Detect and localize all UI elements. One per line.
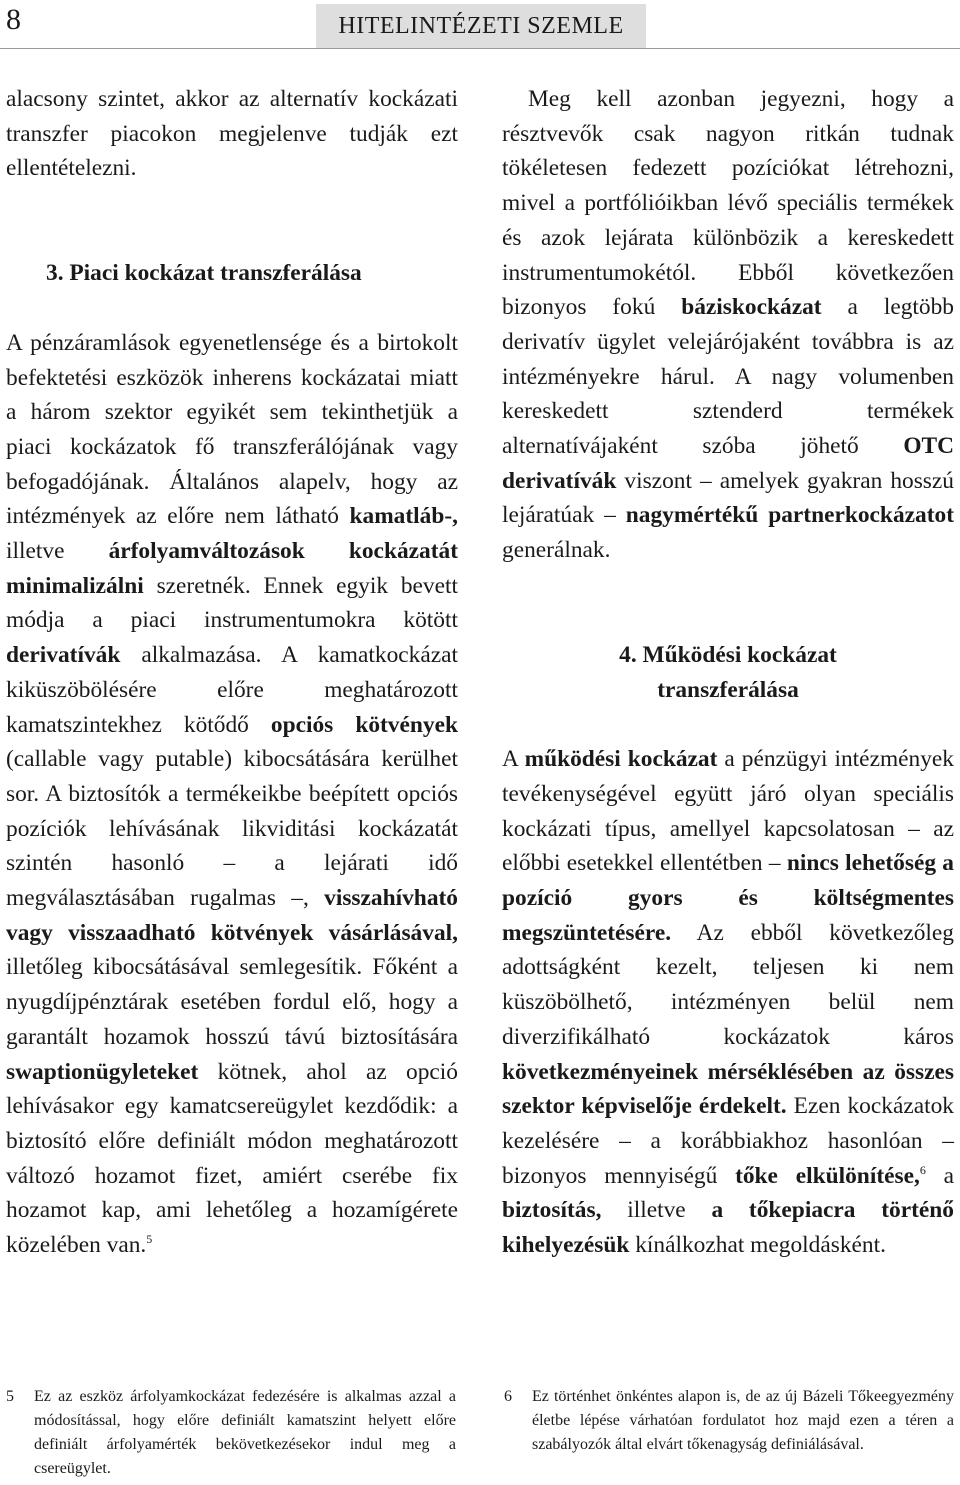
page-number: 8	[6, 3, 21, 36]
left-column	[6, 82, 458, 1263]
paragraph-basis-risk: Meg kell azonban jegyezni, hogy a résztvevők csak nagyon ritkán tudnak tökéletesen fedezett pozíciókat létrehozni, mivel a portfólióikban lévő speciális termékek és azok lejárata különbözik a kereskedett instrumentumokétól. Ebből következően bizonyos fokú báziskockázat a legtöbb derivatív ügylet velejárójaként továbbra is az intézményekre hárul. A nagy volumenben kereskedett sztenderd termékek alternatívájaként szóba jöhető OTC derivatívák viszont – amelyek gyakran hosszú lejáratúak – nagymértékű partnerkockázatot generálnak.	[502, 86, 954, 564]
footnote-6	[504, 1385, 954, 1457]
footnote-5	[6, 1385, 456, 1481]
section-4-title: 4. Működési kockázat transzferálása	[619, 641, 837, 703]
footnote-ref-5: 5	[146, 1232, 153, 1247]
journal-title: HITELINTÉZETI SZEMLE	[338, 12, 624, 39]
footnote-number: 5	[6, 1388, 14, 1405]
header-rule	[0, 48, 960, 49]
paragraph-continued: alacsony szintet, akkor az alternatív kockázati transzfer piacokon megjelenve tudják ezt ellentételezni.	[6, 86, 458, 182]
paragraph-market-risk: A pénzáramlások egyenetlensége és a birtokolt befektetési eszközök inherens kockázatai miatt a három szektor egyikét sem tekinthetjük a piaci kockázatok fő transzferálójának vagy befogadójának. Általános alapelv, hogy az intézmények az előre nem látható kamatláb-, illetve árfolyamváltozások kockázatát minimalizálni szeretnék. Ennek egyik bevett módja a piaci instrumentumokra kötött derivatívák alkalmazása. A kamatkockázat kiküszöbölésére előre meghatározott kamatszintekhez kötődő opciós kötvények (callable vagy putable) kibocsátására kerülhet sor. A biztosítók a termékeikbe beépített opciós pozíciók lehívásának likviditási kockázatát szintén hasonló – a lejárati idő megválasztásában rugalmas –, visszahívható vagy visszaadható kötvények vásárlásával, illetőleg kibocsátásával semlegesítik. Főként a nyugdíjpénztárak esetében fordul elő, hogy a garantált hozamok hosszú távú biztosítására swaptionügyleteket kötnek, ahol az opció lehívásakor egy kamatcsereügylet kezdődik: a biztosító előre definiált módon meghatározott változó hozamot fizet, amiért cserébe fix hozamot kap, ami lehetőleg a hozamígérete közelében van.$^5$	[6, 329, 458, 1259]
footnote-text: Ez az eszköz árfolyamkockázat fedezésére is alkalmas azzal a módosítással, hogy előre definiált kamatszint helyett előre definiált árfolyamérték bekövetkezésekor indul meg a csereügylet.	[34, 1388, 456, 1477]
footnote-number: 6	[504, 1388, 512, 1405]
journal-header	[316, 4, 646, 48]
footnote-text: Ez történhet önkéntes alapon is, de az új Bázeli Tőkeegyezmény életbe lépése várhatóan fordulatot hoz majd ezen a téren a szabályozók által elvárt tőkenagyság definiálásával.	[532, 1388, 954, 1453]
footnote-ref-6: 6	[919, 1162, 926, 1177]
right-column	[502, 82, 954, 1263]
paragraph-operational-risk: A működési kockázat a pénzügyi intézmények tevékenységével együtt járó olyan speciális kockázati típus, amellyel kapcsolatosan – az előbbi esetekkel ellentétben – nincs lehetőség a pozíció gyors és költségmentes megszüntetésére. Az ebből következőleg adottságként kezelt, teljesen ki nem küszöbölhető, intézményen belül nem diverzifikálható kockázatok káros következményeinek mérséklésében az összes szektor képviselője érdekelt. Ezen kockázatok kezelésére – a korábbiakhoz hasonlóan – bizonyos mennyiségű tőke elkülönítése,$^6$ a biztosítás, illetve a tőkepiacra történő kihelyezésük kínálkozhat megoldásként.	[502, 746, 954, 1259]
section-3-title: 3. Piaci kockázat transzferálása	[46, 260, 362, 287]
